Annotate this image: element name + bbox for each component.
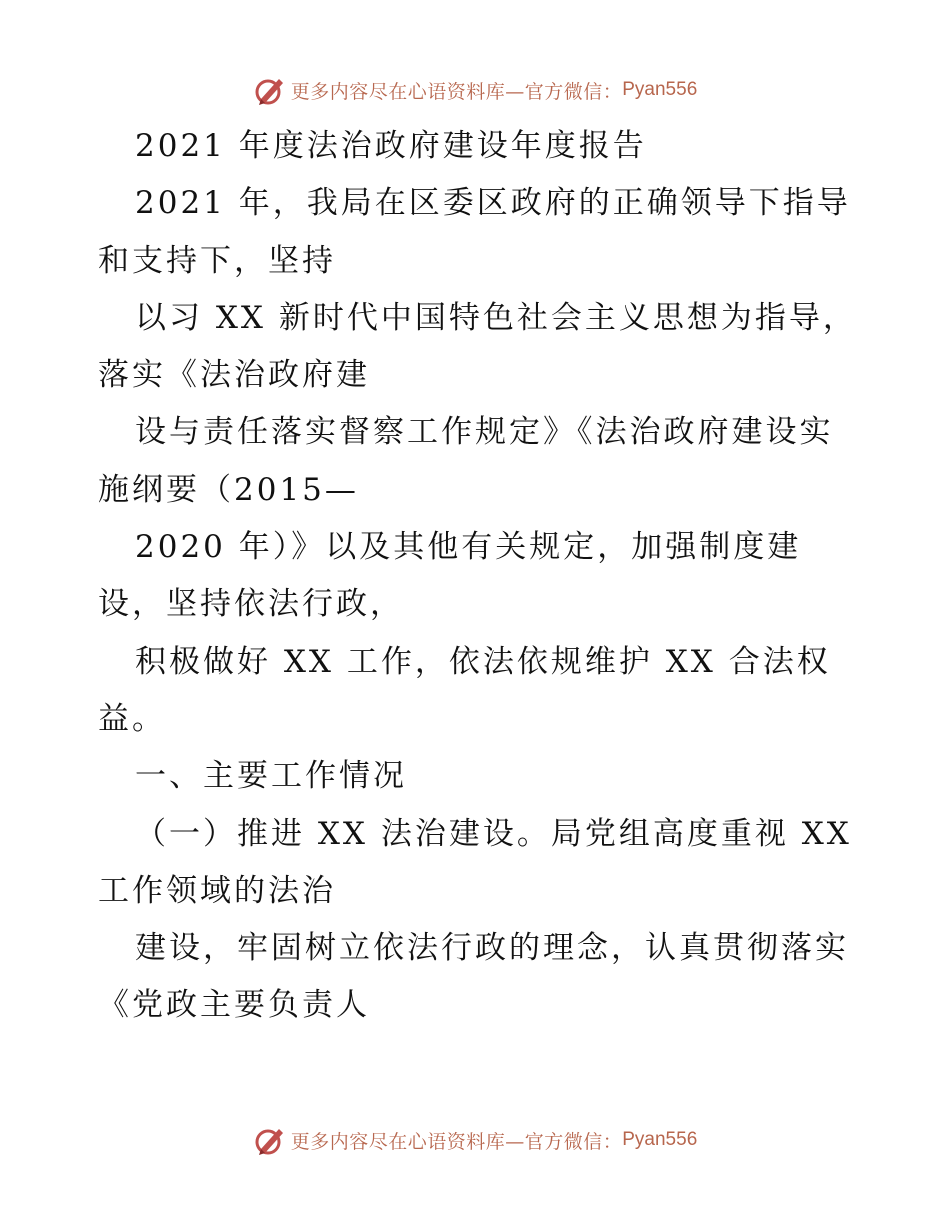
paragraph-line: 积极做好 XX 工作，依法依规维护 XX 合法权 xyxy=(135,643,831,680)
paragraph-line: 益。 xyxy=(98,700,166,737)
paragraph-line: 施纲要（2015— xyxy=(98,471,359,508)
paragraph-line: 2020 年）》以及其他有关规定，加强制度建 xyxy=(135,529,802,566)
document-body xyxy=(98,118,888,1035)
document-title: 2021 年度法治政府建设年度报告 xyxy=(135,128,647,164)
paragraph-line: 《党政主要负责人 xyxy=(98,987,370,1024)
paragraph-line: 落实《法治政府建 xyxy=(98,357,370,394)
section-heading: 一、主要工作情况 xyxy=(135,758,407,795)
pen-logo-icon xyxy=(253,1123,287,1157)
watermark-wechat-id: Pyan556 xyxy=(622,1129,698,1150)
footer-watermark xyxy=(0,1120,950,1160)
pen-logo-icon xyxy=(253,73,287,107)
watermark-text: 更多内容尽在心语资料库—官方微信： xyxy=(290,1130,623,1153)
subsection-heading-line: （一）推进 XX 法治建设。局党组高度重视 XX xyxy=(135,815,852,852)
paragraph-line: 2021 年，我局在区委区政府的正确领导下指导 xyxy=(135,185,851,222)
paragraph-line: 工作领域的法治 xyxy=(98,872,336,909)
paragraph-line: 设，坚持依法行政， xyxy=(98,586,404,623)
paragraph-line: 设与责任落实督察工作规定》《法治政府建设实 xyxy=(135,414,834,451)
watermark-wechat-id: Pyan556 xyxy=(622,79,698,100)
header-watermark xyxy=(0,70,950,110)
watermark-text: 更多内容尽在心语资料库—官方微信： xyxy=(290,80,623,103)
paragraph-line: 以习 XX 新时代中国特色社会主义思想为指导， xyxy=(135,299,857,336)
paragraph-line: 建设，牢固树立依法行政的理念，认真贯彻落实 xyxy=(135,930,849,967)
paragraph-line: 和支持下，坚持 xyxy=(98,242,336,279)
